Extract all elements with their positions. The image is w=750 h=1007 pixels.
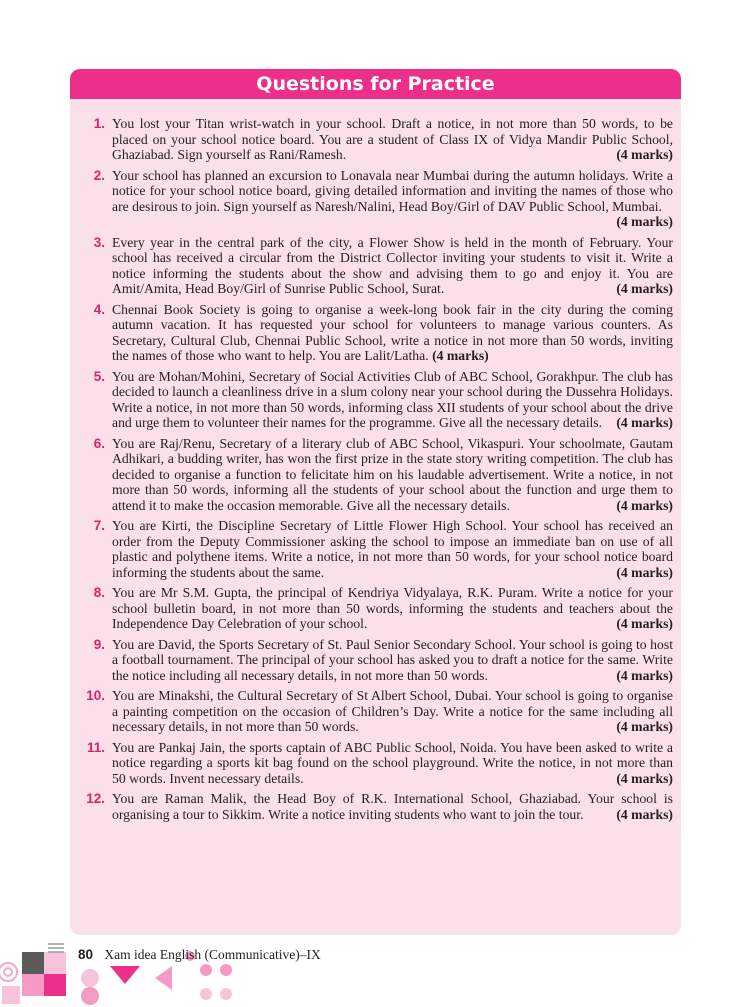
question-marks: (4 marks) <box>616 415 673 430</box>
page-footer <box>78 947 321 963</box>
question-marks: (4 marks) <box>616 564 673 580</box>
question-text: You are Minakshi, the Cultural Secretary of St Albert School, Dubai. Your school is going to organise a painting competition on the occasion of Children’s Day. Write a notice for the same including all necessary details, in not more than 50 words. (4 marks) <box>112 688 673 734</box>
question-number: 7. <box>93 518 105 533</box>
question-text: Every year in the central park of the city, a Flower Show is held in the month of February. Your school has received a circular from the District Collector inviting your students to visit it. Write a notice informing the students about the show and advising them to go and enjoy it. You are Amit/Amita, Head Boy/Girl of Sunrise Public School, Surat. (4 marks) <box>112 234 673 296</box>
question-item <box>78 302 673 364</box>
question-number: 8. <box>93 585 105 600</box>
question-item <box>78 637 673 684</box>
question-text: You are Kirti, the Discipline Secretary of Little Flower High School. Your school has received an order from the Deputy Commissioner asking the school to impose an immediate ban on use of all plastic and polythene items. Write a notice, in not more than 50 words, for your school notice board informing the students about the same. (4 marks) <box>112 518 673 580</box>
question-marks: (4 marks) <box>616 214 673 229</box>
question-item <box>78 168 673 230</box>
question-text: You are David, the Sports Secretary of St. Paul Senior Secondary School. Your school is going to host a football tournament. The principal of your school has asked you to draft a notice for the same. Write the notice including all necessary details, in not more than 50 words. (4 marks) <box>112 636 673 683</box>
page-number: 80 <box>78 947 94 962</box>
question-number: 6. <box>93 435 105 451</box>
question-marks: (4 marks) <box>616 667 673 683</box>
question-text: You are Raman Malik, the Head Boy of R.K. International School, Ghaziabad. Your school is organising a tour to Sikkim. Write a notice inviting students who want to join the tour. (4 marks) <box>112 791 673 822</box>
question-item <box>78 585 673 632</box>
book-title: Xam idea English (Communicative)–IX <box>104 947 321 962</box>
question-marks: (4 marks) <box>616 497 673 513</box>
question-item <box>78 235 673 297</box>
question-text: You are Raj/Renu, Secretary of a literary club of ABC School, Vikaspuri. Your schoolmate, Gautam Adhikari, a budding writer, has won the first prize in the state story writing competition. The club has decided to organise a function to felicitate him on his laudable advertisement. Write a notice, in not more than 50 words, informing all the students of your school about the function and urge them to attend it to make the occasion memorable. Give all the necessary details. (4 marks) <box>112 435 673 513</box>
question-text: Your school has planned an excursion to Lonavala near Mumbai during the autumn holidays. Write a notice for your school notice board, giving detailed information and inviting the names of those who are desirous to join. Sign yourself as Naresh/Nalini, Head Boy/Girl of DAV Public School, Mumbai. (4 marks) <box>112 167 673 229</box>
question-marks: (4 marks) <box>616 719 673 734</box>
question-item <box>78 688 673 735</box>
question-number: 4. <box>93 301 105 317</box>
question-number: 1. <box>93 116 105 131</box>
question-item <box>78 791 673 822</box>
question-marks: (4 marks) <box>616 770 673 786</box>
question-item <box>78 369 673 431</box>
question-marks: (4 marks) <box>432 348 489 363</box>
practice-panel <box>70 69 681 935</box>
question-number: 10. <box>86 688 105 703</box>
question-marks: (4 marks) <box>616 806 673 822</box>
question-item <box>78 518 673 580</box>
section-title: Questions for Practice <box>70 69 681 99</box>
question-text: Chennai Book Society is going to organise a week-long book fair in the city during the coming autumn vacation. It has requested your school for volunteers to manage various counters. As Secretary, Cultural Club, Chennai Public School, write a notice in not more than 50 words, inviting the names of those who want to help. You are Lalit/Latha. (4 marks) <box>112 301 673 363</box>
question-text: You are Mohan/Mohini, Secretary of Social Activities Club of ABC School, Gorakhpur. The club has decided to launch a cleanliness drive in a slum colony near your school during the Dussehra Holidays. Write a notice, in not more than 50 words, informing class XII students of your school about the drive and urge them to volunteer their names for the programme. Give all the necessary details. (4 marks) <box>112 368 673 430</box>
question-list <box>70 99 681 822</box>
question-number: 3. <box>93 234 105 250</box>
question-number: 2. <box>93 167 105 183</box>
question-item <box>78 436 673 514</box>
question-text: You are Pankaj Jain, the sports captain of ABC Public School, Noida. You have been asked to write a notice regarding a sports kit bag found on the school playground. Write the notice, in not more than 50 words. Invent necessary details. (4 marks) <box>112 739 673 786</box>
question-marks: (4 marks) <box>616 616 673 631</box>
question-text: You lost your Titan wrist-watch in your school. Draft a notice, in not more than 50 words, to be placed on your school notice board. You are a student of Class IX of Vidya Mandir Public School, Ghaziabad. Sign yourself as Rani/Ramesh. (4 marks) <box>112 116 673 162</box>
question-marks: (4 marks) <box>616 281 673 296</box>
question-marks: (4 marks) <box>616 147 673 162</box>
question-number: 5. <box>93 368 105 384</box>
question-number: 9. <box>93 636 105 652</box>
question-item <box>78 740 673 787</box>
question-text: You are Mr S.M. Gupta, the principal of Kendriya Vidyalaya, R.K. Puram. Write a notice for your school bulletin board, in not more than 50 words, informing the students and teachers about the Independence Day Celebration of your school. (4 marks) <box>112 585 673 631</box>
question-number: 11. <box>86 739 105 755</box>
question-number: 12. <box>86 791 105 806</box>
question-item <box>78 116 673 163</box>
